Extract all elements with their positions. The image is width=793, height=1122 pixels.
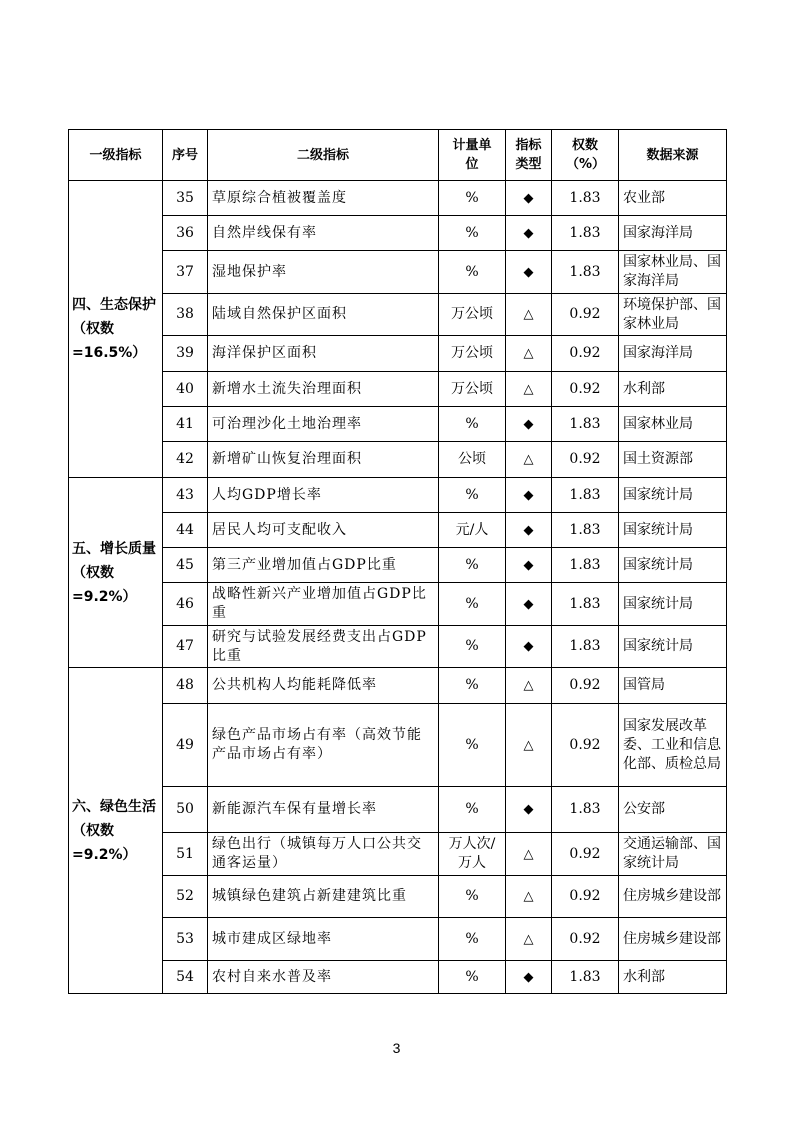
table-row: [69, 833, 727, 876]
table-row: [69, 372, 727, 407]
header-type: 指标类型: [506, 130, 552, 181]
seq-cell: 52: [163, 876, 208, 918]
weight-cell: 0.92: [552, 704, 619, 787]
unit-cell: %: [439, 876, 506, 918]
indicator-name-cell: 公共机构人均能耗降低率: [208, 668, 439, 704]
indicator-name-cell: 自然岸线保有率: [208, 216, 439, 251]
indicator-name-cell: 绿色出行（城镇每万人口公共交通客运量）: [208, 833, 439, 876]
source-cell: 国家统计局: [619, 626, 727, 668]
weight-cell: 1.83: [552, 513, 619, 548]
header-source: 数据来源: [619, 130, 727, 181]
indicator-name-cell: 人均GDP增长率: [208, 478, 439, 513]
seq-cell: 44: [163, 513, 208, 548]
indicator-name-cell: 第三产业增加值占GDP比重: [208, 548, 439, 583]
source-cell: 水利部: [619, 372, 727, 407]
indicator-name-cell: 可治理沙化土地治理率: [208, 407, 439, 442]
source-cell: 国家统计局: [619, 478, 727, 513]
seq-cell: 37: [163, 251, 208, 294]
weight-cell: 1.83: [552, 626, 619, 668]
indicator-name-cell: 居民人均可支配收入: [208, 513, 439, 548]
source-cell: 国家海洋局: [619, 336, 727, 372]
type-cell: ◆: [506, 478, 552, 513]
weight-cell: 0.92: [552, 668, 619, 704]
page-number: 3: [392, 1040, 401, 1056]
unit-cell: %: [439, 251, 506, 294]
unit-cell: 万公顷: [439, 336, 506, 372]
table-row: [69, 918, 727, 961]
unit-cell: %: [439, 668, 506, 704]
header-unit: 计量单位: [439, 130, 506, 181]
type-cell: △: [506, 918, 552, 961]
unit-cell: %: [439, 918, 506, 961]
unit-cell: 元/人: [439, 513, 506, 548]
source-cell: 农业部: [619, 181, 727, 216]
source-cell: 住房城乡建设部: [619, 918, 727, 961]
type-cell: ◆: [506, 626, 552, 668]
unit-cell: %: [439, 407, 506, 442]
type-cell: △: [506, 833, 552, 876]
weight-cell: 0.92: [552, 442, 619, 478]
source-cell: 国家统计局: [619, 548, 727, 583]
source-cell: 国家统计局: [619, 583, 727, 626]
type-cell: ◆: [506, 787, 552, 833]
type-cell: ◆: [506, 513, 552, 548]
indicator-name-cell: 城镇绿色建筑占新建建筑比重: [208, 876, 439, 918]
weight-cell: 0.92: [552, 918, 619, 961]
weight-cell: 0.92: [552, 294, 619, 336]
table-row: [69, 876, 727, 918]
seq-cell: 53: [163, 918, 208, 961]
table-row: [69, 336, 727, 372]
table-row: [69, 478, 727, 513]
table-row: [69, 251, 727, 294]
table-row: [69, 294, 727, 336]
table-row: [69, 787, 727, 833]
indicator-name-cell: 新增水土流失治理面积: [208, 372, 439, 407]
unit-cell: %: [439, 961, 506, 994]
seq-cell: 46: [163, 583, 208, 626]
source-cell: 国家林业局: [619, 407, 727, 442]
type-cell: △: [506, 704, 552, 787]
indicator-name-cell: 研究与试验发展经费支出占GDP比重: [208, 626, 439, 668]
seq-cell: 49: [163, 704, 208, 787]
unit-cell: %: [439, 216, 506, 251]
table-row: [69, 216, 727, 251]
type-cell: ◆: [506, 407, 552, 442]
type-cell: △: [506, 668, 552, 704]
table-row: [69, 704, 727, 787]
table-row: [69, 513, 727, 548]
unit-cell: 万人次/万人: [439, 833, 506, 876]
type-cell: △: [506, 294, 552, 336]
table-row: [69, 181, 727, 216]
header-weight: 权数（%）: [552, 130, 619, 181]
group-label: 四、生态保护（权数=16.5%）: [69, 181, 163, 478]
weight-cell: 1.83: [552, 583, 619, 626]
seq-cell: 39: [163, 336, 208, 372]
table-row: [69, 548, 727, 583]
weight-cell: 1.83: [552, 961, 619, 994]
seq-cell: 43: [163, 478, 208, 513]
indicator-name-cell: 新增矿山恢复治理面积: [208, 442, 439, 478]
indicator-name-cell: 海洋保护区面积: [208, 336, 439, 372]
weight-cell: 0.92: [552, 372, 619, 407]
seq-cell: 40: [163, 372, 208, 407]
seq-cell: 45: [163, 548, 208, 583]
seq-cell: 47: [163, 626, 208, 668]
table-row: [69, 583, 727, 626]
indicator-name-cell: 绿色产品市场占有率（高效节能产品市场占有率）: [208, 704, 439, 787]
seq-cell: 48: [163, 668, 208, 704]
header-level1: 一级指标: [69, 130, 163, 181]
seq-cell: 38: [163, 294, 208, 336]
source-cell: 国土资源部: [619, 442, 727, 478]
type-cell: ◆: [506, 251, 552, 294]
group-label: 五、增长质量（权数=9.2%）: [69, 478, 163, 668]
indicator-name-cell: 城市建成区绿地率: [208, 918, 439, 961]
weight-cell: 1.83: [552, 251, 619, 294]
seq-cell: 42: [163, 442, 208, 478]
type-cell: △: [506, 876, 552, 918]
source-cell: 环境保护部、国家林业局: [619, 294, 727, 336]
seq-cell: 35: [163, 181, 208, 216]
weight-cell: 0.92: [552, 876, 619, 918]
indicator-name-cell: 新能源汽车保有量增长率: [208, 787, 439, 833]
unit-cell: %: [439, 704, 506, 787]
indicator-name-cell: 战略性新兴产业增加值占GDP比重: [208, 583, 439, 626]
seq-cell: 36: [163, 216, 208, 251]
source-cell: 国家林业局、国家海洋局: [619, 251, 727, 294]
unit-cell: %: [439, 787, 506, 833]
source-cell: 交通运输部、国家统计局: [619, 833, 727, 876]
weight-cell: 1.83: [552, 548, 619, 583]
indicator-name-cell: 农村自来水普及率: [208, 961, 439, 994]
indicator-name-cell: 草原综合植被覆盖度: [208, 181, 439, 216]
table-row: [69, 668, 727, 704]
weight-cell: 1.83: [552, 478, 619, 513]
source-cell: 国家统计局: [619, 513, 727, 548]
unit-cell: 公顷: [439, 442, 506, 478]
seq-cell: 51: [163, 833, 208, 876]
source-cell: 国家发展改革委、工业和信息化部、质检总局: [619, 704, 727, 787]
source-cell: 住房城乡建设部: [619, 876, 727, 918]
table-row: [69, 626, 727, 668]
weight-cell: 1.83: [552, 181, 619, 216]
table-row: [69, 961, 727, 994]
table-row: [69, 442, 727, 478]
type-cell: △: [506, 442, 552, 478]
table-row: [69, 407, 727, 442]
header-seq: 序号: [163, 130, 208, 181]
source-cell: 国家海洋局: [619, 216, 727, 251]
unit-cell: %: [439, 626, 506, 668]
type-cell: ◆: [506, 181, 552, 216]
seq-cell: 41: [163, 407, 208, 442]
table-body: [69, 181, 727, 994]
type-cell: ◆: [506, 583, 552, 626]
type-cell: △: [506, 336, 552, 372]
seq-cell: 50: [163, 787, 208, 833]
type-cell: ◆: [506, 548, 552, 583]
weight-cell: 0.92: [552, 833, 619, 876]
seq-cell: 54: [163, 961, 208, 994]
source-cell: 国管局: [619, 668, 727, 704]
indicator-name-cell: 湿地保护率: [208, 251, 439, 294]
weight-cell: 1.83: [552, 787, 619, 833]
group-label: 六、绿色生活（权数=9.2%）: [69, 668, 163, 994]
indicator-name-cell: 陆域自然保护区面积: [208, 294, 439, 336]
header-level2: 二级指标: [208, 130, 439, 181]
type-cell: ◆: [506, 216, 552, 251]
unit-cell: %: [439, 583, 506, 626]
unit-cell: 万公顷: [439, 372, 506, 407]
source-cell: 水利部: [619, 961, 727, 994]
type-cell: △: [506, 372, 552, 407]
indicator-table: [68, 129, 727, 994]
table-header-row: [69, 130, 727, 181]
source-cell: 公安部: [619, 787, 727, 833]
unit-cell: %: [439, 181, 506, 216]
type-cell: ◆: [506, 961, 552, 994]
unit-cell: %: [439, 548, 506, 583]
unit-cell: 万公顷: [439, 294, 506, 336]
weight-cell: 1.83: [552, 407, 619, 442]
unit-cell: %: [439, 478, 506, 513]
weight-cell: 0.92: [552, 336, 619, 372]
weight-cell: 1.83: [552, 216, 619, 251]
